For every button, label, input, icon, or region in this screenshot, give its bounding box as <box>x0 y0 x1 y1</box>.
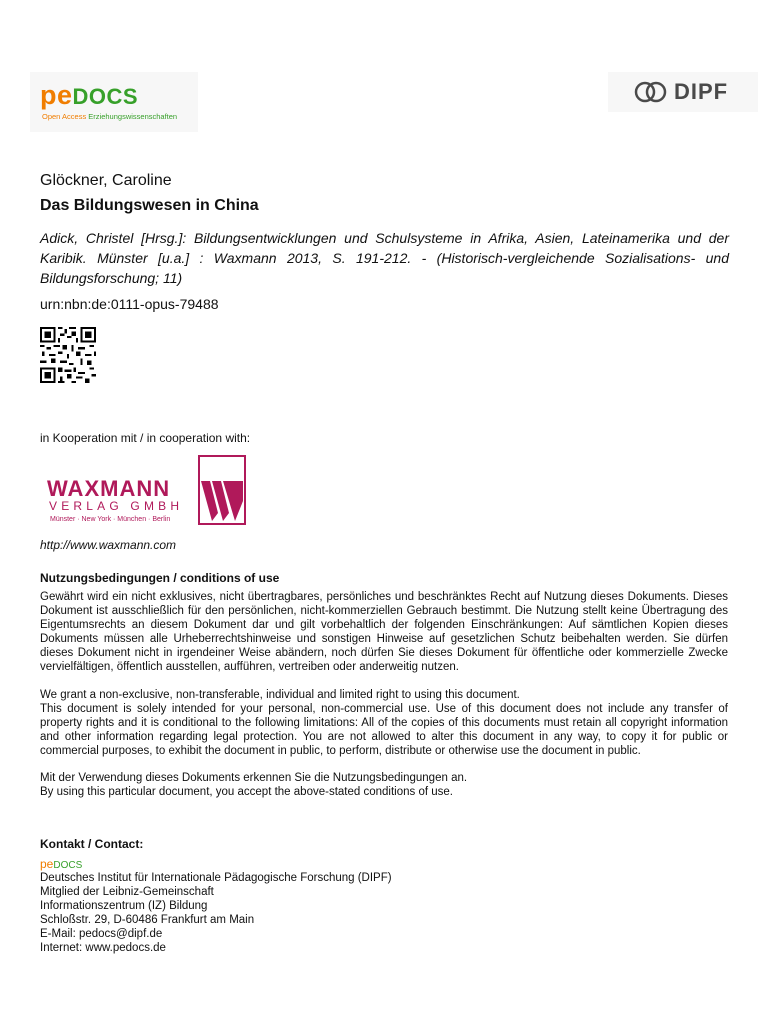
pedocs-wordmark: peDOCS <box>40 80 139 110</box>
contact-membership: Mitglied der Leibniz-Gemeinschaft <box>40 886 214 898</box>
terms-english-grant: We grant a non-exclusive, non-transferable, individual and limited right to using this document. <box>40 689 520 701</box>
contact-heading: Kontakt / Contact: <box>40 837 144 851</box>
terms-german: Gewährt wird ein nicht exklusives, nicht übertragbares, persönliches und beschränktes Recht auf Nutzung dieses Dokuments. Dieses Dokument ist ausschließlich für den persönlichen, nicht-kommerziellen Gebrauch bestimmt. Die Nutzung stellt keine Übertragung des Eigentumsrechts an diesem Dokument dar und gilt vorbehaltlich der folgenden Einschränkungen: Auf sämtlichen Kopien dieses Dokuments müssen alle Urheberrechtshinweise und sonstigen Hinweise auf gesetzlichen Schutz beibehalten werden. Sie dürfen dieses Dokument nicht in irgendeiner Weise abändern, noch dürfen Sie dieses Dokument für öffentliche oder kommerzielle Zwecke vervielfältigen, öffentlich ausstellen, aufführen, vertreiben oder anderweitig nutzen. <box>40 591 728 673</box>
pedocs-tagline: Open Access Erziehungswissenschaften <box>42 112 178 121</box>
waxmann-mark-icon <box>198 455 246 525</box>
document-citation: Adick, Christel [Hrsg.]: Bildungsentwicklungen und Schulsysteme in Afrika, Asien, Lateinamerika und der Karibik. Münster [u.a.] : Waxmann 2013, S. 191-212. - (Historisch-vergleichende Sozialisations- und Bildungsforschung; 11) <box>40 230 729 286</box>
document-title: Das Bildungswesen in China <box>40 197 259 214</box>
contact-centre: Informationszentrum (IZ) Bildung <box>40 900 208 912</box>
contact-institute: Deutsches Institut für Internationale Pädagogische Forschung (DIPF) <box>40 872 392 884</box>
document-author: Glöckner, Caroline <box>40 172 172 189</box>
dipf-logo <box>608 72 758 112</box>
document-urn: urn:nbn:de:0111-opus-79488 <box>40 296 219 312</box>
contact-website[interactable]: Internet: www.pedocs.de <box>40 942 166 954</box>
terms-acceptance-en: By using this particular document, you accept the above-stated conditions of use. <box>40 786 453 798</box>
contact-address <box>40 871 392 955</box>
contact-street: Schloßstr. 29, D-60486 Frankfurt am Main <box>40 914 255 926</box>
dipf-rings-icon <box>634 81 668 103</box>
contact-pedocs-logo: peDOCS <box>40 857 83 871</box>
dipf-logo-text: DIPF <box>674 79 729 104</box>
waxmann-logo-name: WAXMANN <box>47 476 171 501</box>
terms-heading: Nutzungsbedingungen / conditions of use <box>40 571 280 585</box>
cooperation-label: in Kooperation mit / in cooperation with: <box>40 431 251 445</box>
qr-code-icon <box>40 327 96 383</box>
pedocs-logo <box>30 72 198 132</box>
publisher-url[interactable]: http://www.waxmann.com <box>40 538 177 552</box>
waxmann-logo <box>40 455 248 527</box>
terms-acceptance-de: Mit der Verwendung dieses Dokuments erkennen Sie die Nutzungsbedingungen an. <box>40 772 468 784</box>
waxmann-logo-subline: VERLAG GMBH <box>49 499 184 513</box>
contact-email[interactable]: E-Mail: pedocs@dipf.de <box>40 928 163 940</box>
waxmann-logo-cities: Münster · New York · München · Berlin <box>50 516 171 523</box>
terms-acceptance <box>40 771 467 799</box>
terms-english: This document is solely intended for your personal, non-commercial use. Use of this document does not include any transfer of property rights and it is conditional to the following limitations: All of the copies of this documents must retain all copyright information and other information regarding legal protection. You are not allowed to alter this document in any way, to copy it for public or commercial purposes, to exhibit the document in public, to perform, distribute or otherwise use the document in public. <box>40 703 728 757</box>
